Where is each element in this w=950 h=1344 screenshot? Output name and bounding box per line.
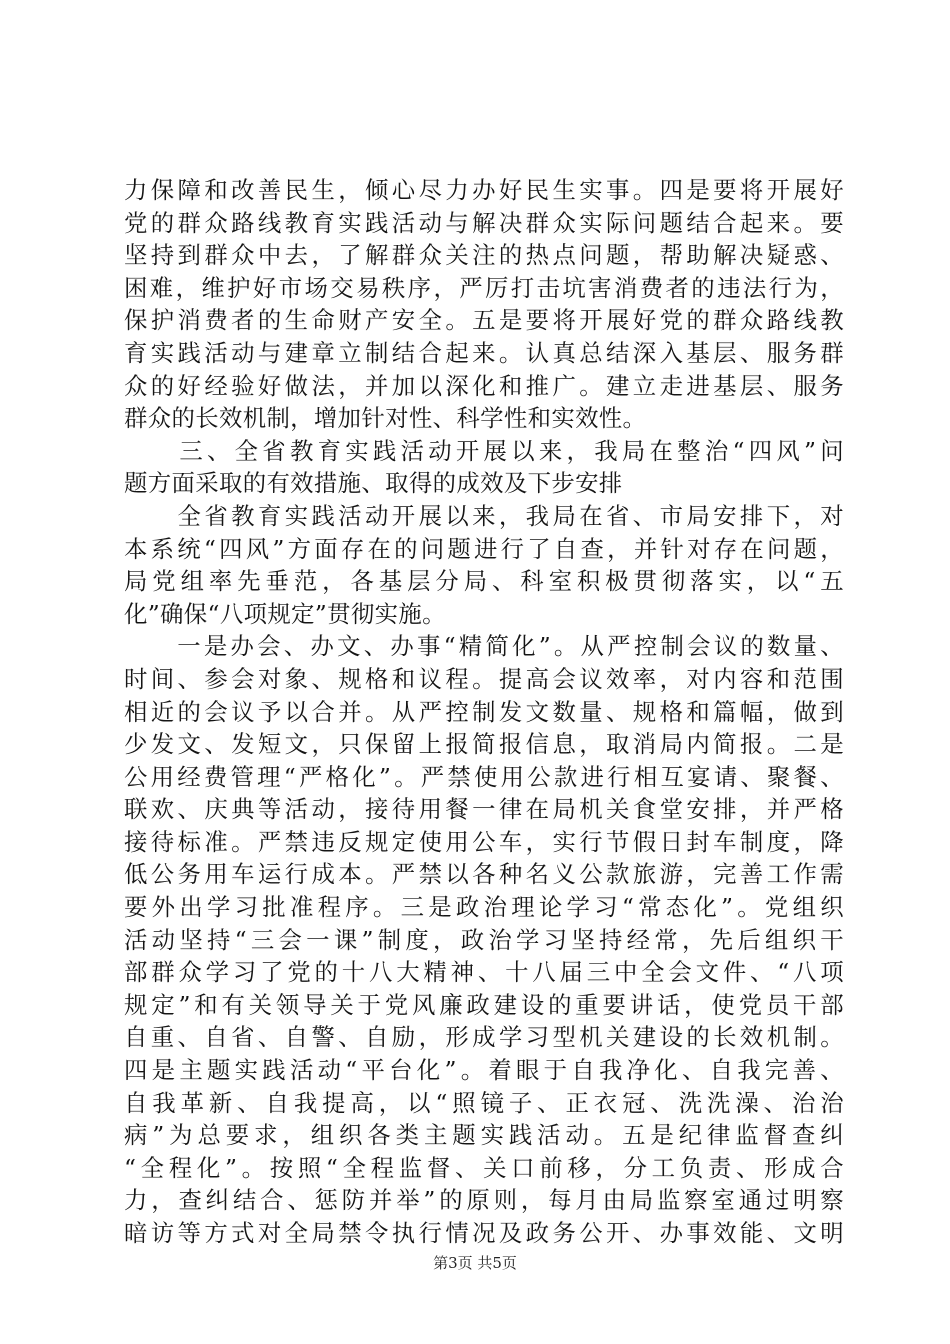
text-line: 相近的会议予以合并。从严控制发文数量、规格和篇幅，做到 <box>124 697 844 726</box>
text-line: 本系统“四风”方面存在的问题进行了自查，并针对存在问题， <box>124 534 844 563</box>
document-body <box>124 174 844 1250</box>
page-footer: 第3页 共5页 <box>433 1254 517 1272</box>
text-line: 联欢、庆典等活动，接待用餐一律在局机关食堂安排，并严格 <box>124 795 844 824</box>
text-line: 活动坚持“三会一课”制度，政治学习坚持经常，先后组织干 <box>124 925 844 954</box>
text-line: 一是办会、办文、办事“精简化”。从严控制会议的数量、 <box>124 632 844 661</box>
text-line: 群众的长效机制，增加针对性、科学性和实效性。 <box>124 404 647 433</box>
text-line: 规定”和有关领导关于党风廉政建设的重要讲话，使党员干部 <box>124 990 844 1019</box>
text-line: 育实践活动与建章立制结合起来。认真总结深入基层、服务群 <box>124 338 844 367</box>
text-line: 坚持到群众中去，了解群众关注的热点问题，帮助解决疑惑、 <box>124 241 844 270</box>
text-line: 四是主题实践活动“平台化”。着眼于自我净化、自我完善、 <box>124 1056 844 1085</box>
text-line: 暗访等方式对全局禁令执行情况及政务公开、办事效能、文明 <box>124 1219 844 1247</box>
text-line: 党的群众路线教育实践活动与解决群众实际问题结合起来。要 <box>124 208 844 237</box>
text-line: 公用经费管理“严格化”。严禁使用公款进行相互宴请、聚餐、 <box>124 762 844 791</box>
text-line: “全程化”。按照“全程监督、关口前移，分工负责、形成合 <box>124 1153 844 1182</box>
text-line: 困难，维护好市场交易秩序，严厉打击坑害消费者的违法行为， <box>124 273 844 302</box>
text-line: 力，查纠结合、惩防并举”的原则，每月由局监察室通过明察 <box>124 1186 844 1215</box>
text-line: 化”确保“八项规定”贯彻实施。 <box>124 599 446 628</box>
text-line: 接待标准。严禁违反规定使用公车，实行节假日封车制度，降 <box>124 827 844 856</box>
text-line: 要外出学习批准程序。三是政治理论学习“常态化”。党组织 <box>124 893 844 922</box>
text-line: 低公务用车运行成本。严禁以各种名义公款旅游，完善工作需 <box>124 860 844 889</box>
text-line: 全省教育实践活动开展以来，我局在省、市局安排下，对 <box>124 501 844 530</box>
text-line: 部群众学习了党的十八大精神、十八届三中全会文件、“八项 <box>124 958 844 987</box>
text-line: 少发文、发短文，只保留上报简报信息，取消局内简报。二是 <box>124 730 844 759</box>
text-line: 题方面采取的有效措施、取得的成效及下步安排 <box>124 469 623 498</box>
text-line: 自我革新、自我提高，以“照镜子、正衣冠、洗洗澡、治治 <box>124 1088 844 1117</box>
text-line: 局党组率先垂范，各基层分局、科室积极贯彻落实，以“五 <box>124 567 844 596</box>
text-line: 保护消费者的生命财产安全。五是要将开展好党的群众路线教 <box>124 306 844 335</box>
text-line: 力保障和改善民生，倾心尽力办好民生实事。四是要将开展好 <box>124 176 844 204</box>
text-line: 时间、参会对象、规格和议程。提高会议效率，对内容和范围 <box>124 664 844 693</box>
text-line: 三、全省教育实践活动开展以来，我局在整治“四风”问 <box>124 436 844 465</box>
text-line: 病”为总要求，组织各类主题实践活动。五是纪律监督查纠 <box>124 1121 844 1150</box>
text-line: 自重、自省、自警、自励，形成学习型机关建设的长效机制。 <box>124 1023 844 1052</box>
text-line: 众的好经验好做法，并加以深化和推广。建立走进基层、服务 <box>124 371 844 400</box>
